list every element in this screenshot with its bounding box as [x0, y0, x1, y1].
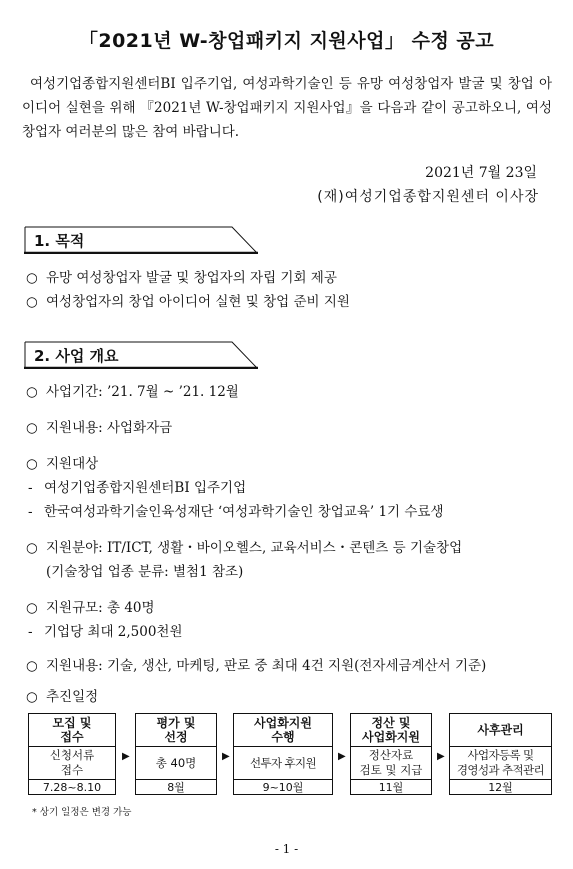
- flow-stage-detail: 신청서류 접수: [28, 747, 116, 779]
- flow-stage: [28, 713, 116, 795]
- section1-title: 1. 목적: [34, 232, 85, 250]
- arrow-right-icon: ▶: [222, 751, 230, 762]
- section2-heading: [24, 341, 258, 369]
- support-scale: ○ 지원규모: 총 40명: [26, 600, 155, 616]
- schedule-note: * 상기 일정은 변경 가능: [32, 807, 132, 818]
- list-item: ○ 여성창업자의 창업 아이디어 실현 및 창업 준비 지원: [26, 294, 350, 310]
- announcement-date: 2021년 7월 23일: [425, 165, 537, 181]
- dash-bullet: -: [28, 624, 33, 640]
- circle-bullet: ○: [26, 658, 38, 674]
- flow-stage-detail: 정산자료 검토 및 지급: [350, 747, 432, 779]
- circle-bullet: ○: [26, 456, 38, 472]
- section2-title: 2. 사업 개요: [34, 347, 119, 365]
- arrow-right-icon: ▶: [122, 751, 130, 762]
- page-number: - 1 -: [274, 842, 299, 856]
- flow-stage-period: 7.28~8.10: [28, 779, 116, 795]
- circle-bullet: ○: [26, 270, 38, 286]
- flow-stage: [350, 713, 432, 795]
- circle-bullet: ○: [26, 600, 38, 616]
- page-title: 「2021년 W-창업패키지 지원사업」 수정 공고: [78, 30, 495, 52]
- flow-stage: [135, 713, 217, 795]
- section1-heading: [24, 226, 258, 254]
- target-item: - 여성기업종합지원센터BI 입주기업: [28, 480, 247, 496]
- flow-stage: [233, 713, 333, 795]
- arrow-right-icon: ▶: [437, 751, 445, 762]
- flow-stage-period: 9~10월: [233, 779, 333, 795]
- flow-stage-detail: 사업자등록 및 경영성과 추적관리: [449, 747, 552, 779]
- target-item: - 한국여성과학기술인육성재단 ‘여성과학기술인 창업교육’ 1기 수료생: [28, 504, 444, 520]
- flow-stage-period: 11월: [350, 779, 432, 795]
- intro-paragraph: 여성기업종합지원센터BI 입주기업, 여성과학기술인 등 유망 여성창업자 발굴 및 창업 아이디어 실현을 위해 『2021년 W-창업패키지 지원사업』을 다음과 같이 공고하오니, 여성창업자 여러분의 많은 참여 바랍니다.: [22, 76, 552, 140]
- schedule-label: ○ 추진일정: [26, 689, 99, 705]
- support-target: ○ 지원대상: [26, 456, 99, 472]
- flow-stage-period: 12월: [449, 779, 552, 795]
- flow-stage-title: 사후관리: [449, 713, 552, 747]
- issuer: (재)여성기업종합지원센터 이사장: [317, 189, 539, 205]
- circle-bullet: ○: [26, 384, 38, 400]
- circle-bullet: ○: [26, 689, 38, 705]
- scale-item: - 기업당 최대 2,500천원: [28, 624, 183, 640]
- dash-bullet: -: [28, 480, 33, 496]
- support-field: ○ 지원분야: IT/ICT, 생활・바이오헬스, 교육서비스・콘텐츠 등 기술창업: [26, 540, 463, 556]
- arrow-right-icon: ▶: [338, 751, 346, 762]
- flow-stage-detail: 총 40명: [135, 747, 217, 779]
- list-item: ○ 유망 여성창업자 발굴 및 창업자의 자립 기회 제공: [26, 270, 337, 286]
- circle-bullet: ○: [26, 420, 38, 436]
- dash-bullet: -: [28, 504, 33, 520]
- flow-stage: [449, 713, 552, 795]
- circle-bullet: ○: [26, 540, 38, 556]
- business-period: ○ 사업기간: ’21. 7월 ~ ’21. 12월: [26, 384, 239, 400]
- support-content: ○ 지원내용: 사업화자금: [26, 420, 173, 436]
- flow-stage-detail: 선투자 후지원: [233, 747, 333, 779]
- flow-stage-title: 모집 및 접수: [28, 713, 116, 747]
- support-field-note: (기술창업 업종 분류: 별첨1 참조): [46, 564, 244, 580]
- flow-stage-period: 8월: [135, 779, 217, 795]
- flow-stage-title: 평가 및 선정: [135, 713, 217, 747]
- circle-bullet: ○: [26, 294, 38, 310]
- support-content-detail: ○ 지원내용: 기술, 생산, 마케팅, 판로 중 최대 4건 지원(전자세금계산서 기준): [26, 658, 487, 674]
- flow-stage-title: 사업화지원 수행: [233, 713, 333, 747]
- schedule-flow: [28, 713, 553, 795]
- flow-stage-title: 정산 및 사업화지원: [350, 713, 432, 747]
